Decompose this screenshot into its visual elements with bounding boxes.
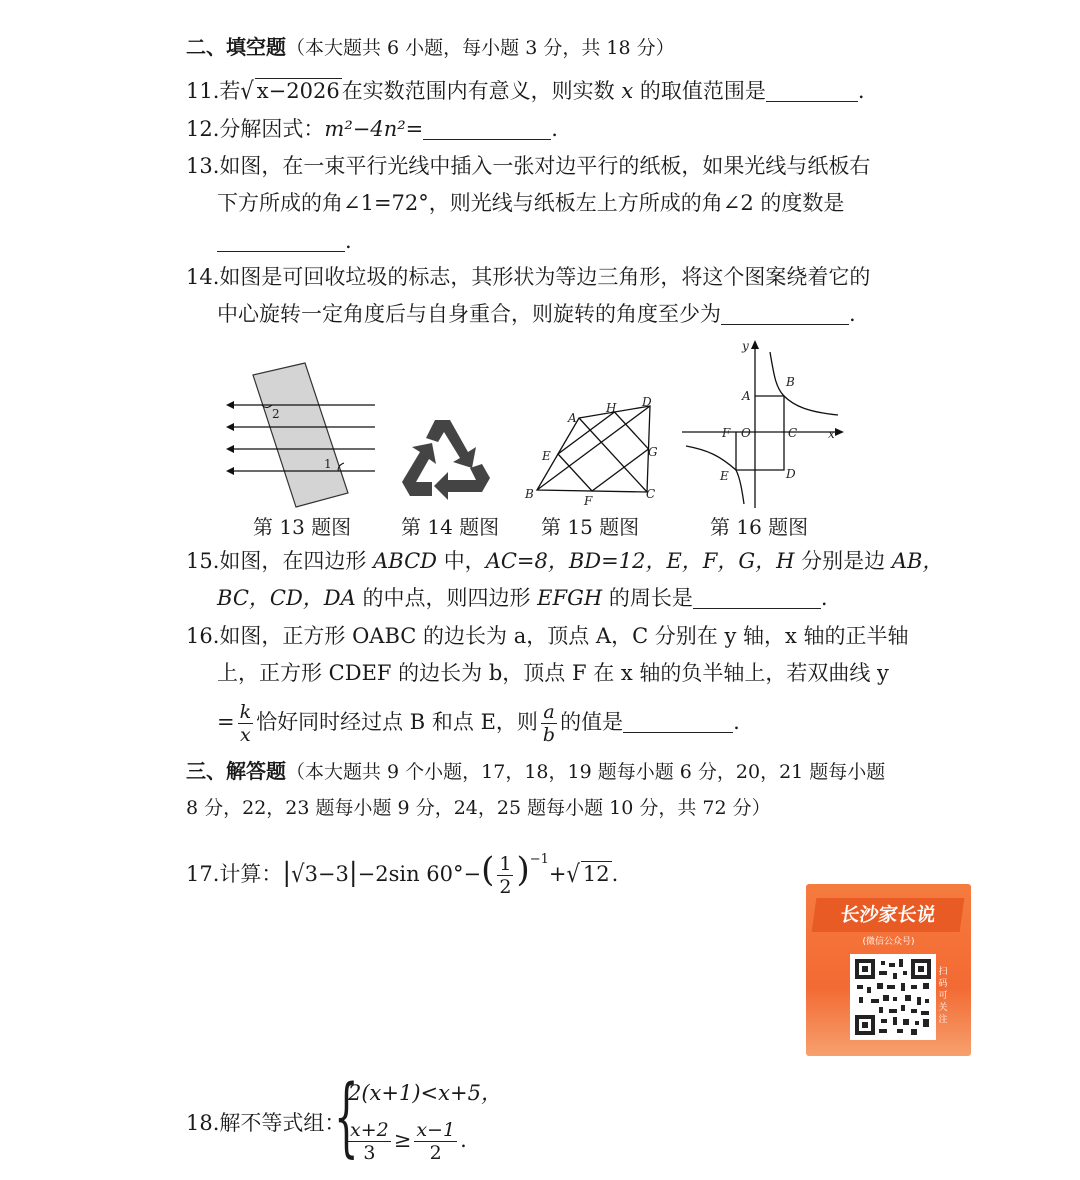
q16-text-c: 的值是 xyxy=(560,710,624,734)
point-B: B xyxy=(525,487,534,501)
section-3-note-2: 8 分，22，23 题每小题 9 分，24，25 题每小题 10 分，共 72 分） xyxy=(186,797,771,819)
q17-number: 17. xyxy=(186,862,220,886)
q17-exponent: −1 xyxy=(529,852,549,867)
q17-plus: + xyxy=(548,862,567,886)
q15-text-c: 分别是边 xyxy=(801,549,886,573)
diagonal-AC xyxy=(579,418,647,492)
q17-text: 计算： xyxy=(219,862,283,886)
sqrt-sign: √ xyxy=(291,860,305,888)
q15-text-e: 的周长是 xyxy=(608,586,693,610)
q12-expression: m²−4n²= xyxy=(324,117,424,141)
question-15-line-2 xyxy=(217,583,828,613)
q13-line-1-text: 如图，在一束平行光线中插入一张对边平行的纸板，如果光线与纸板右 xyxy=(219,154,871,178)
numerator-k: k xyxy=(239,701,252,723)
figure-13 xyxy=(220,355,385,515)
point-D: D xyxy=(786,467,796,481)
q12-answer-blank[interactable] xyxy=(423,117,551,140)
section-2-title: 二、填空题 xyxy=(186,35,286,59)
system-brace: { xyxy=(334,1067,359,1167)
hyperbola-branch-2 xyxy=(686,446,744,504)
square-OABC xyxy=(755,396,784,432)
q11-radicand: x−2026 xyxy=(256,79,340,103)
q16-end: . xyxy=(733,710,740,734)
question-14-line-1 xyxy=(186,262,870,292)
q17-end: . xyxy=(611,862,619,886)
point-F: F xyxy=(584,494,593,508)
fraction-k-over-x xyxy=(238,701,254,746)
q16-line-1-text: 如图，正方形 OABC 的边长为 a，顶点 A，C 分别在 y 轴，x 轴的正半轴 xyxy=(219,624,909,648)
denominator-2: 2 xyxy=(429,1142,442,1164)
question-11 xyxy=(186,76,865,106)
q13-end: . xyxy=(345,229,352,253)
point-A: A xyxy=(568,411,577,425)
qr-side-text: 扫码可关注 xyxy=(938,967,948,1025)
q15-end: . xyxy=(820,586,828,610)
question-16-line-2: 上，正方形 CDEF 的边长为 b，顶点 F 在 x 轴的负半轴上，若双曲线 y xyxy=(217,661,889,685)
q15-side-ab: AB， xyxy=(891,549,944,573)
q11-text-c: 的取值范围是 xyxy=(639,79,766,103)
question-15-line-1 xyxy=(186,546,943,576)
q11-text-a: 若 xyxy=(219,79,241,103)
sqrt-sign: √ xyxy=(566,860,580,888)
q15-text-a: 如图，在四边形 xyxy=(219,549,367,573)
question-16-line-1 xyxy=(186,621,909,651)
q17-text-b: −2sin 60°− xyxy=(357,862,482,886)
point-E: E xyxy=(720,469,729,483)
q15-given: AC=8，BD=12，E，F，G，H xyxy=(485,549,795,573)
q15-quad-efgh: EFGH xyxy=(537,586,603,610)
qr-subtitle: (微信公众号) xyxy=(862,937,915,947)
q11-number: 11. xyxy=(186,79,220,103)
recycle-arrows xyxy=(402,420,490,500)
question-13-line-3 xyxy=(217,226,352,256)
q12-end: . xyxy=(551,117,558,141)
geq-sign: ≥ xyxy=(393,1128,412,1152)
paper-board xyxy=(253,363,348,507)
q14-line-1-text: 如图是可回收垃圾的标志，其形状为等边三角形，将这个图案绕着它的 xyxy=(219,265,871,289)
point-F: F xyxy=(722,426,731,440)
caption-figure-14: 第 14 题图 xyxy=(401,515,500,539)
angle-1-label: 1 xyxy=(324,457,332,471)
denominator-2: 2 xyxy=(499,876,512,898)
denominator-x: x xyxy=(240,724,251,746)
fraction-one-half xyxy=(497,853,513,898)
numerator-a: a xyxy=(541,701,557,724)
abs-left-bar: | xyxy=(282,858,292,888)
q17-abs-content: 3−3 xyxy=(304,862,349,886)
point-E: E xyxy=(542,449,551,463)
section-2-note: （本大题共 6 小题，每小题 3 分，共 18 分） xyxy=(286,37,675,59)
q14-end: . xyxy=(849,302,856,326)
qr-promo-card[interactable] xyxy=(806,884,971,1056)
numerator-x-minus-1: x−1 xyxy=(416,1119,456,1141)
q16-number: 16. xyxy=(186,624,220,648)
q13-number: 13. xyxy=(186,154,220,178)
q14-answer-blank[interactable] xyxy=(721,302,849,325)
section-2-header xyxy=(186,32,675,63)
question-16-line-3 xyxy=(217,700,740,746)
question-13-line-2: 下方所成的角∠1=72°，则光线与纸板左上方所成的角∠2 的度数是 xyxy=(217,191,845,215)
figure-15 xyxy=(520,392,670,512)
section-3-title: 三、解答题 xyxy=(186,759,286,783)
q11-answer-blank[interactable] xyxy=(766,79,858,102)
q15-answer-blank[interactable] xyxy=(693,586,821,609)
q14-number: 14. xyxy=(186,265,220,289)
section-3-note-1: （本大题共 9 个小题，17，18，19 题每小题 6 分，20，21 题每小题 xyxy=(286,761,886,783)
question-13-line-1 xyxy=(186,151,870,181)
q18-end: . xyxy=(460,1128,467,1152)
q18-number: 18. xyxy=(186,1111,220,1135)
point-G: G xyxy=(648,445,658,459)
denominator-b: b xyxy=(542,724,556,746)
fraction-a-over-b xyxy=(541,701,557,746)
paren-right: ) xyxy=(516,850,530,890)
q16-text-b: 恰好同时经过点 B 和点 E，则 xyxy=(256,710,538,734)
caption-figure-16: 第 16 题图 xyxy=(710,515,809,539)
section-3-header xyxy=(186,756,885,787)
ray-arrowheads xyxy=(226,401,234,475)
qr-title: 长沙家长说 xyxy=(812,898,965,932)
fraction-x-minus-1-over-2 xyxy=(414,1119,457,1164)
q15-sides: BC，CD，DA xyxy=(217,586,356,610)
point-C: C xyxy=(788,426,798,440)
q18-text: 解不等式组： xyxy=(219,1111,346,1135)
point-C: C xyxy=(646,487,656,501)
q18-inequality-2 xyxy=(345,1118,467,1164)
x-axis-arrow xyxy=(835,428,844,436)
q16-answer-blank[interactable] xyxy=(623,710,733,733)
caption-figure-13: 第 13 题图 xyxy=(253,515,352,539)
qr-code-pattern xyxy=(853,957,933,1037)
fraction-x-plus-2-over-3 xyxy=(348,1119,391,1164)
q11-text-b: 在实数范围内有意义，则实数 xyxy=(341,79,615,103)
q17-radicand: 12 xyxy=(582,862,610,886)
point-O: O xyxy=(741,426,751,440)
point-H: H xyxy=(606,401,617,415)
q18-inequality-1: 2(x+1)<x+5， xyxy=(348,1081,502,1105)
label-y: y xyxy=(742,339,749,353)
numerator-x-plus-2: x+2 xyxy=(350,1119,389,1141)
figure-16 xyxy=(678,338,850,514)
q11-end: . xyxy=(857,79,865,103)
paren-left: ( xyxy=(481,850,495,890)
q13-answer-blank[interactable] xyxy=(217,229,345,252)
q11-variable: x xyxy=(621,79,634,103)
q12-number: 12. xyxy=(186,117,220,141)
q15-text-b: 中， xyxy=(443,549,486,573)
point-A: A xyxy=(742,389,751,403)
q15-number: 15. xyxy=(186,549,220,573)
q12-text: 分解因式： xyxy=(219,117,325,141)
caption-figure-15: 第 15 题图 xyxy=(541,515,640,539)
denominator-3: 3 xyxy=(363,1142,376,1164)
point-B: B xyxy=(786,375,795,389)
question-14-line-2 xyxy=(217,299,856,329)
q15-text-d: 的中点，则四边形 xyxy=(362,586,531,610)
qr-code[interactable] xyxy=(850,954,936,1040)
abs-right-bar: | xyxy=(348,858,358,888)
figure-14-recycle-icon xyxy=(398,412,498,507)
y-axis-arrow xyxy=(751,340,759,349)
angle-2-label: 2 xyxy=(272,407,280,421)
question-18 xyxy=(186,1108,345,1138)
numerator-1: 1 xyxy=(499,853,512,875)
sqrt-sign: √ xyxy=(240,77,254,105)
question-17 xyxy=(186,838,618,898)
point-D: D xyxy=(642,395,652,409)
label-x: x xyxy=(828,427,835,441)
q16-equals: = xyxy=(217,710,235,734)
q15-quad-name: ABCD xyxy=(373,549,437,573)
q14-line-2-text: 中心旋转一定角度后与自身重合，则旋转的角度至少为 xyxy=(217,302,721,326)
question-12 xyxy=(186,114,558,144)
hyperbola-branch-1 xyxy=(770,352,838,415)
